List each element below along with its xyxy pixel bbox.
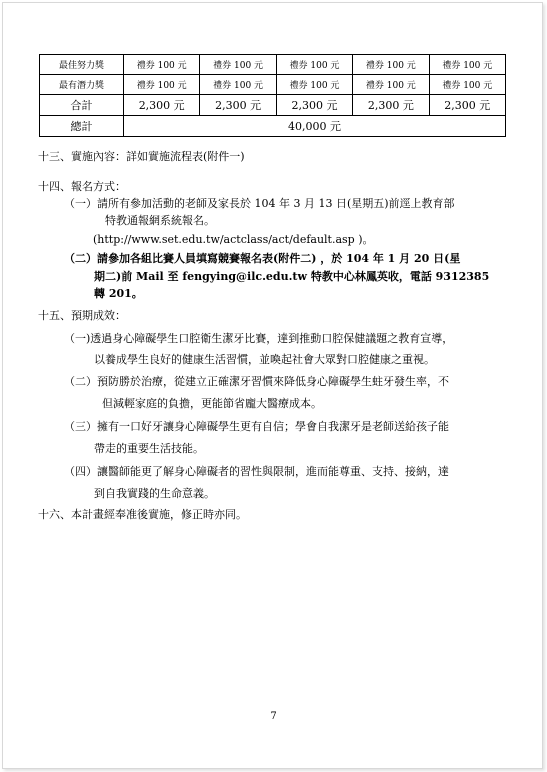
section-14-item-2-cont2: 轉 201。 [94, 287, 143, 300]
section-15-item-2-cont: 但減輕家庭的負擔，更能節省龐大醫療成本。 [102, 397, 322, 410]
table-cell: 2,300 元 [124, 95, 200, 116]
section-14-title: 十四、報名方式： [38, 180, 126, 193]
table-cell: 禮券 100 元 [200, 55, 276, 75]
table-row [40, 75, 506, 95]
table-cell: 2,300 元 [429, 95, 505, 116]
table-row-total [40, 116, 506, 137]
table-cell: 2,300 元 [353, 95, 429, 116]
table-row-subtotal [40, 95, 506, 116]
row-label: 最有潛力獎 [40, 75, 124, 95]
table-cell: 禮券 100 元 [124, 75, 200, 95]
section-15-item-3-cont: 帶走的重要生活技能。 [94, 442, 204, 455]
section-13: 十三、實施內容：詳如實施流程表(附件一) [38, 150, 245, 163]
table-cell: 禮券 100 元 [429, 75, 505, 95]
section-15-item-3: （三）擁有一口好牙讓身心障礙學生更有自信；學會自我潔牙是老師送給孩子能 [64, 420, 449, 433]
table-row [40, 55, 506, 75]
section-15-item-4-cont: 到自我實踐的生命意義。 [94, 487, 215, 500]
section-14-item-1-cont: 特教通報網系統報名。 [105, 214, 215, 227]
section-14-item-2-cont: 期二)前 Mail 至 fengying@ilc.edu.tw 特教中心林鳳英收，電話 9312385 [94, 270, 490, 283]
table-cell: 禮券 100 元 [200, 75, 276, 95]
section-15-item-1-cont: 以養成學生良好的健康生活習慣，並喚起社會大眾對口腔健康之重視。 [94, 353, 435, 366]
section-15-item-2: （二）預防勝於治療，從建立正確潔牙習慣來降低身心障礙學生蛀牙發生率，不 [64, 375, 449, 388]
table-cell: 禮券 100 元 [276, 75, 352, 95]
section-15-title: 十五、預期成效： [38, 309, 126, 322]
section-16: 十六、本計畫經奉准後實施，修正時亦同。 [38, 508, 247, 521]
row-label: 總計 [40, 116, 124, 137]
section-14-item-2: （二）請參加各組比賽人員填寫競賽報名表(附件二) ，於 104 年 1 月 20 日(星 [64, 252, 461, 265]
row-label: 最佳努力獎 [40, 55, 124, 75]
registration-url: (http://www.set.edu.tw/actclass/act/default.asp )。 [93, 233, 374, 246]
section-15-item-1: （一)透過身心障礙學生口腔衛生潔牙比賽，達到推動口腔保健議題之教育宣導， [64, 332, 454, 345]
table-cell: 禮券 100 元 [124, 55, 200, 75]
total-value: 40,000 元 [124, 116, 506, 137]
table-cell: 禮券 100 元 [353, 75, 429, 95]
table-cell: 禮券 100 元 [353, 55, 429, 75]
section-14-item-1: （一）請所有參加活動的老師及家長於 104 年 3 月 13 日(星期五)前逕上教育部 [64, 197, 455, 210]
table-cell: 2,300 元 [200, 95, 276, 116]
table-cell: 禮券 100 元 [429, 55, 505, 75]
row-label: 合計 [40, 95, 124, 116]
page-number: 7 [270, 711, 277, 722]
table-cell: 2,300 元 [276, 95, 352, 116]
section-15-item-4: （四）讓醫師能更了解身心障礙者的習性與限制，進而能尊重、支持、接納，達 [64, 465, 449, 478]
table-cell: 禮券 100 元 [276, 55, 352, 75]
award-table [39, 54, 506, 137]
